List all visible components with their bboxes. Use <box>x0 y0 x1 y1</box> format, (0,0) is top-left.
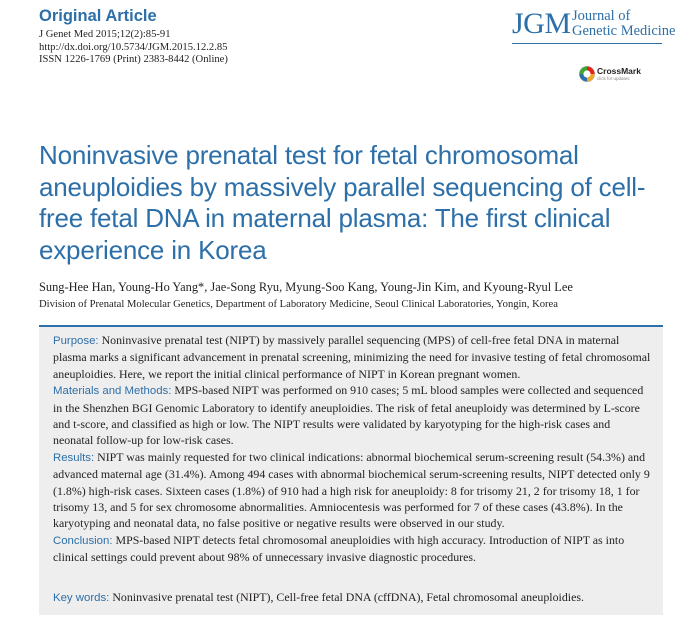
abstract-conclusion-heading: Conclusion: <box>53 534 113 547</box>
journal-logo-name <box>572 9 675 39</box>
abstract-purpose-text: Noninvasive prenatal test (NIPT) by massively parallel sequencing (MPS) of cell-free fetal DNA in maternal plasma marks a significant advancement in prenatal screening, minimizing the need for invasive testing of fetal chromosomal aneuploidies. Here, we report the initial clinical performance of NIPT in Korean pregnant women. <box>53 333 651 381</box>
abstract-conclusion <box>53 532 653 566</box>
author-affiliation: Division of Prenatal Molecular Genetics, Department of Laboratory Medicine, Seoul Clinical Laboratories, Yongin, Korea <box>39 299 558 310</box>
issn: ISSN 1226-1769 (Print) 2383-8442 (Online) <box>39 54 228 65</box>
crossmark-icon <box>579 66 595 82</box>
title-line: aneuploidies by massively parallel sequencing of cell- <box>39 171 646 202</box>
article-title <box>39 140 679 266</box>
journal-logo-line2: Genetic Medicine <box>572 23 676 39</box>
abstract-purpose <box>53 332 653 382</box>
abstract-keywords-heading: Key words: <box>53 591 110 604</box>
title-line: experience in Korea <box>39 234 267 265</box>
journal-logo-rule <box>512 43 662 44</box>
journal-logo-letters: JGM <box>512 7 571 40</box>
crossmark-sublabel: click for updates <box>597 76 630 81</box>
doi-link[interactable]: http://dx.doi.org/10.5734/JGM.2015.12.2.85 <box>39 41 228 53</box>
abstract-methods-text: MPS-based NIPT was performed on 910 cases; 5 mL blood samples were collected and sequenced in the Shenzhen BGI Genomic Laboratory to identify aneuploidies. The risk of fetal aneuploidy was determined by L-score and t-score, and classified as high or low. The NIPT results were validated by karyotyping for the high-risk cases and neonatal follow-up for low-risk cases. <box>53 383 644 448</box>
abstract-methods <box>53 382 653 449</box>
article-type-label: Original Article <box>39 7 157 25</box>
abstract-results <box>53 449 653 532</box>
title-line: free fetal DNA in maternal plasma: The first clinical <box>39 203 611 233</box>
journal-logo-line1: Journal of <box>572 8 631 24</box>
abstract-conclusion-text: MPS-based NIPT detects fetal chromosomal aneuploidies with high accuracy. Introduction of NIPT as into clinical settings could prevent about 98% of unnecessary invasive diagnostic procedures. <box>53 532 625 565</box>
abstract-box <box>39 325 663 615</box>
crossmark-label: CrossMark <box>597 66 641 76</box>
abstract-purpose-heading: Purpose: <box>53 335 99 347</box>
abstract-results-heading: Results: <box>53 451 95 464</box>
abstract-keywords-text: Noninvasive prenatal test (NIPT), Cell-free fetal DNA (cffDNA), Fetal chromosomal aneuploidies. <box>109 589 584 604</box>
abstract-keywords <box>53 589 653 606</box>
abstract-methods-heading: Materials and Methods: <box>53 385 172 398</box>
title-line: Noninvasive prenatal test for fetal chromosomal <box>39 140 579 170</box>
abstract-results-text: NIPT was mainly requested for two clinical indications: abnormal biochemical serum-screening result (54.3%) and advanced maternal age (31.4%). Among 494 cases with abnormal biochemical serum-screening results, NIPT detected only 9 (1.8%) high-risk cases. Sixteen cases (1.8%) of 910 had a high risk for aneuploidy: 8 for trisomy 21, 2 for trisomy 18, 1 for trisomy 13, and 5 for sex chromosome abnormalities. Amniocentesis was performed for 7 of these cases (43.8%). In the karyotyping and neonatal data, no false positive or negative results were observed in our study. <box>53 449 650 531</box>
author-list: Sung-Hee Han, Young-Ho Yang*, Jae-Song Ryu, Myung-Soo Kang, Young-Jin Kim, and Kyoung-Ryul Lee <box>39 280 573 294</box>
citation: J Genet Med 2015;12(2):85-91 <box>39 29 171 40</box>
crossmark-badge[interactable] <box>579 66 659 86</box>
article-header <box>39 6 228 67</box>
journal-logo[interactable] <box>512 7 676 58</box>
